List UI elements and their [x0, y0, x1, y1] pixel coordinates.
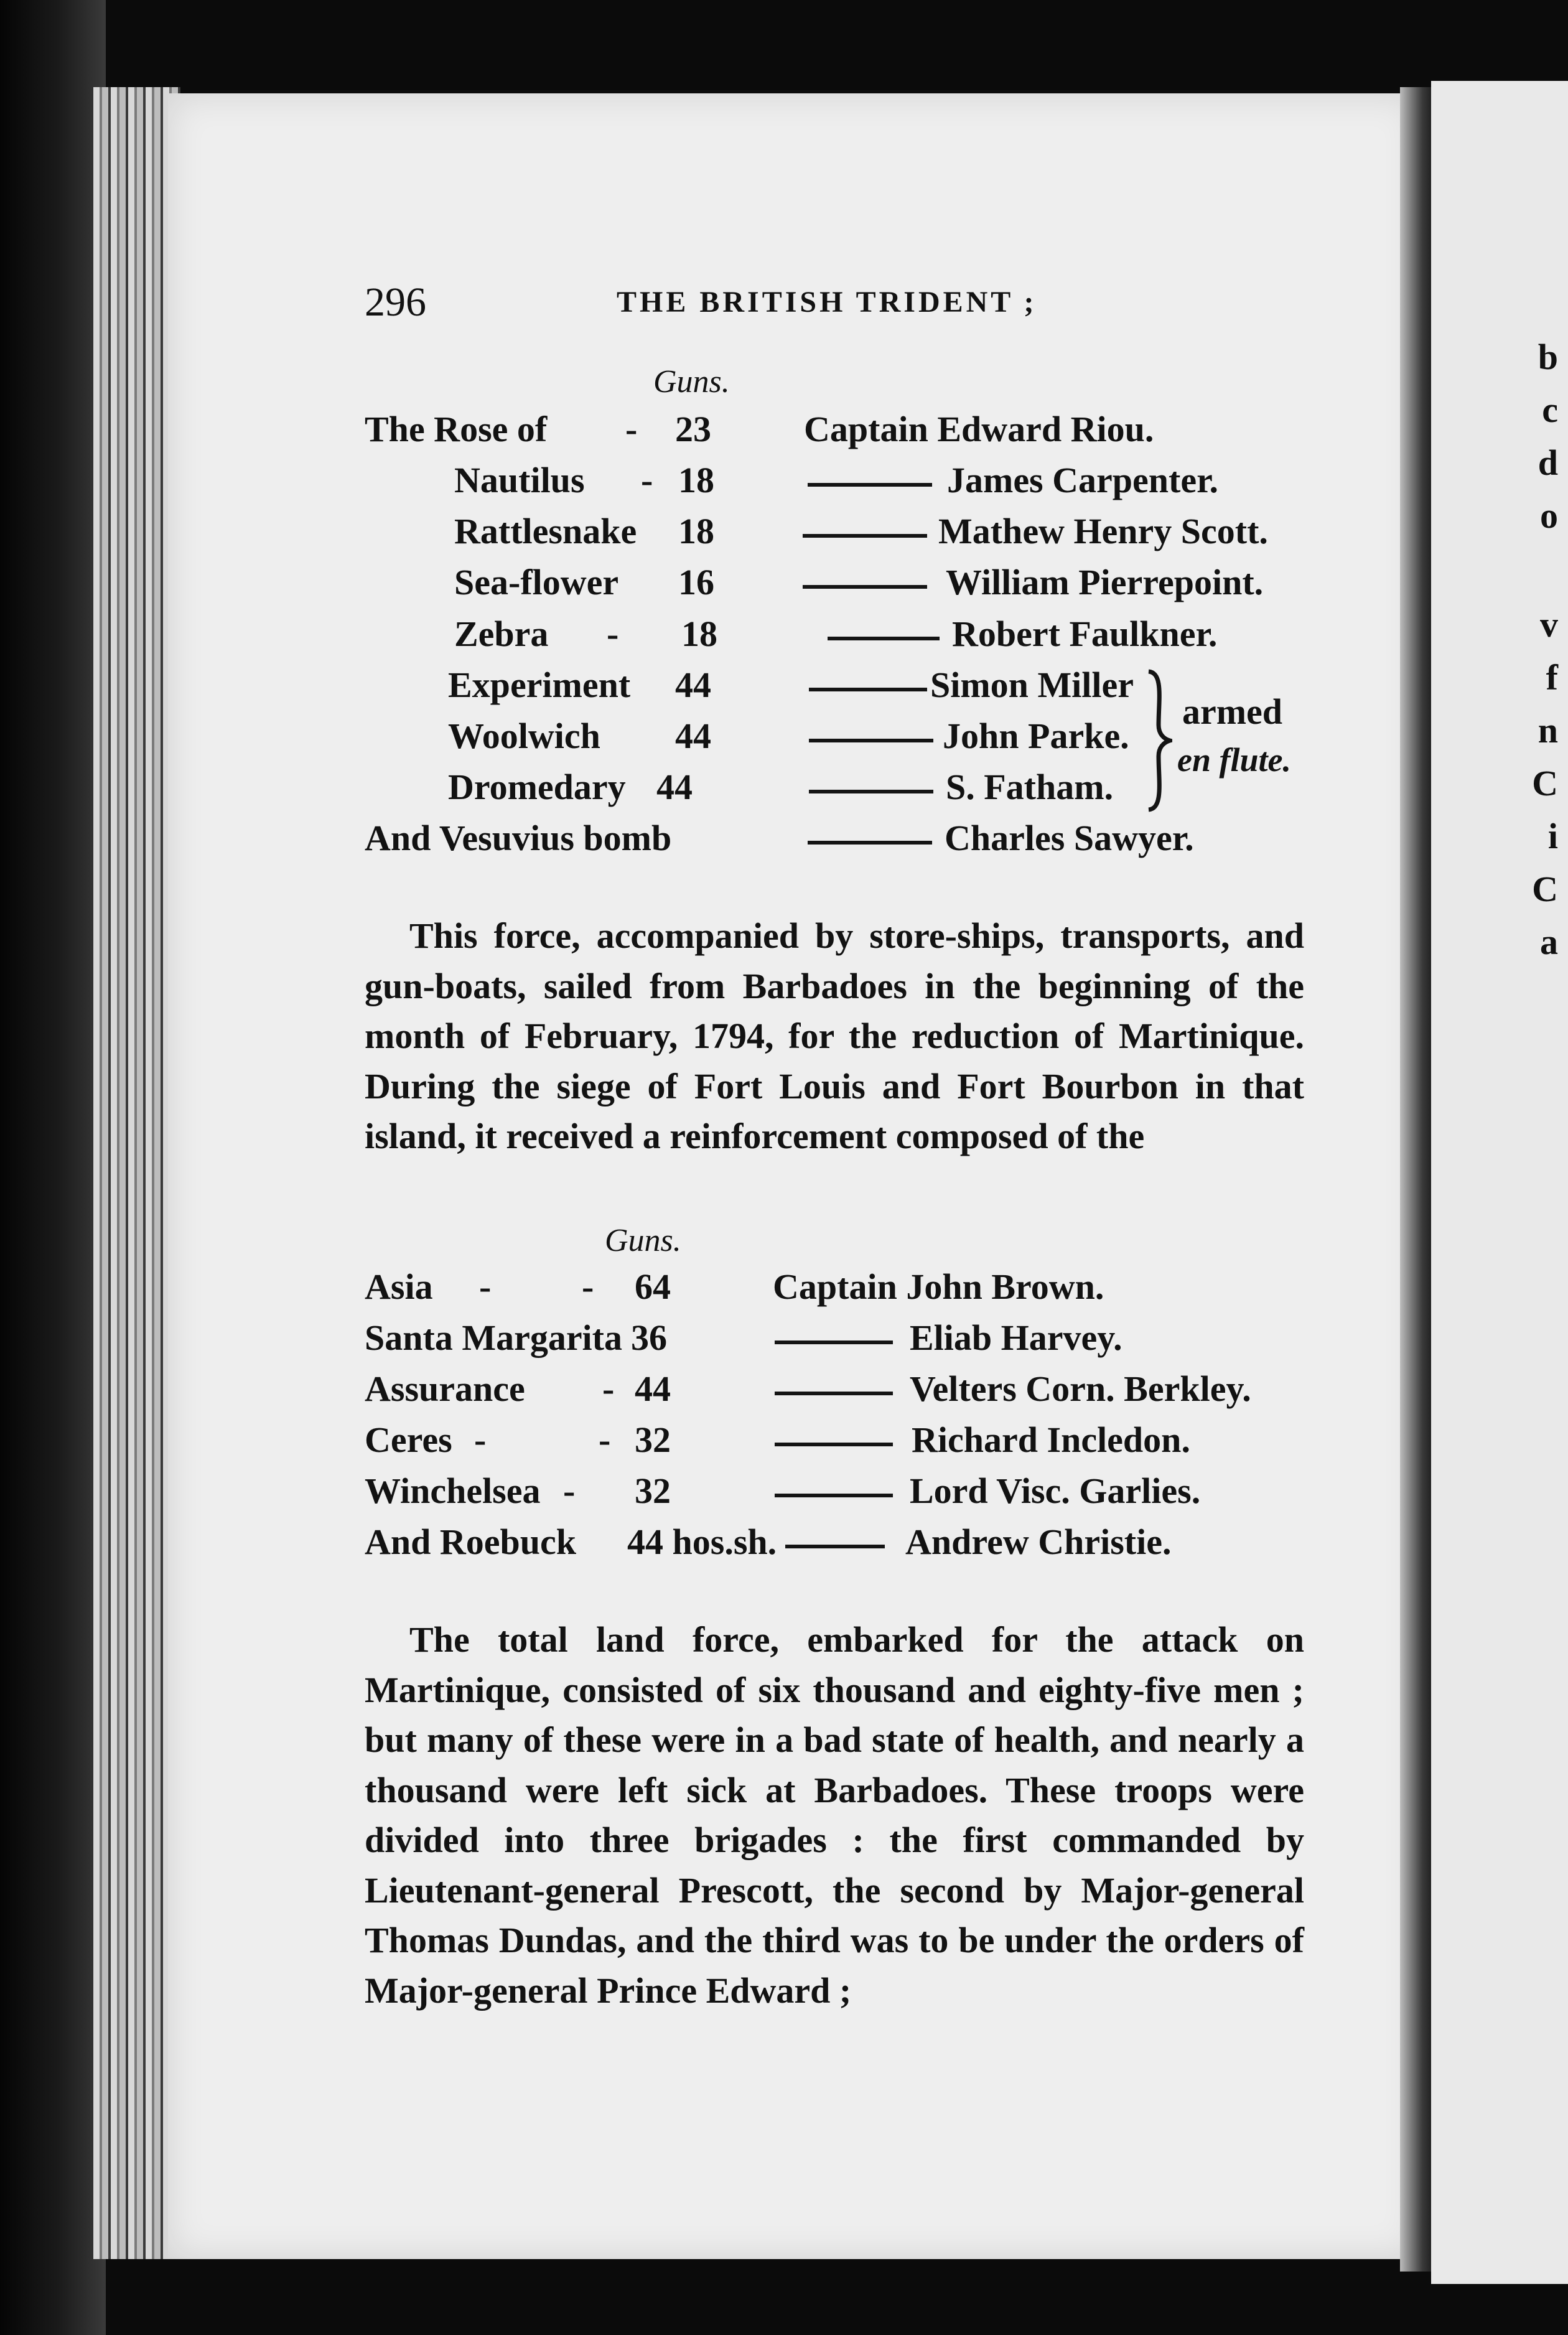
ditto-dash [785, 1545, 885, 1548]
next-page-letter: a [1540, 922, 1558, 962]
ditto-dash [803, 534, 927, 538]
ship-row [0, 1317, 1244, 1367]
guns-column-header: Guns. [605, 1223, 681, 1258]
ditto-dash [775, 1443, 893, 1446]
body-paragraph: The total land force, embarked for the attack on Martinique, consisted of six thousand and eighty-five men ; but many of these were in a bad state of health, and nearly a thousand were left sick at Barbadoes. These troops were divided into three brigades : the first commanded by Lieutenant-general Prescott, the second by Major-general Thomas Dundas, and the third was to be under the orders of Major-general Prince Edward ; [365, 1619, 1304, 2011]
next-page-letter: b [1538, 337, 1558, 377]
captain-name: S. Fatham. [946, 767, 1114, 807]
captain-name: Eliab Harvey. [910, 1317, 1122, 1358]
captain-name: Simon Miller [930, 665, 1134, 705]
next-page-letter: C [1532, 869, 1558, 909]
captain-name: Captain Edward Riou. [804, 409, 1154, 449]
ditto-dash [808, 841, 932, 845]
guns-count: 44 hos.sh. [627, 1522, 777, 1562]
next-page-letter: v [1540, 604, 1558, 645]
brace-note-armed: armed [1182, 691, 1283, 732]
separator: - [625, 409, 638, 449]
ditto-dash [808, 483, 932, 487]
separator: - [563, 1471, 576, 1511]
separator: - [582, 1266, 594, 1307]
ship-row [0, 1470, 1244, 1520]
ship-name: And Vesuvius bomb [365, 818, 672, 858]
captain-name: Charles Sawyer. [945, 818, 1194, 858]
body-paragraph: This force, accompanied by store-ships, transports, and gun-boats, sailed from Barbadoes in the beginning of the month of February, 1794, for the reduction of Martinique. During the siege of Fort Louis and Fort Bourbon in that island, it received a reinforcement composed of the [365, 915, 1304, 1156]
ship-name: And Roebuck [365, 1522, 577, 1562]
captain-name: Robert Faulkner. [952, 614, 1218, 654]
ship-name: Nautilus [454, 460, 585, 500]
ship-row [0, 1266, 1244, 1316]
captain-name: Andrew Christie. [905, 1522, 1172, 1562]
ship-row [0, 715, 1244, 765]
guns-count: 18 [678, 460, 714, 500]
guns-count: 64 [635, 1266, 671, 1307]
ditto-dash [809, 790, 933, 793]
ship-row [0, 510, 1268, 560]
running-head: THE BRITISH TRIDENT ; [617, 286, 1037, 319]
separator: - [479, 1266, 492, 1307]
ship-name: Winchelsea [365, 1471, 541, 1511]
ship-row [0, 1368, 1251, 1418]
separator: - [641, 460, 653, 500]
ditto-dash [775, 1392, 893, 1395]
guns-count: 23 [675, 409, 711, 449]
guns-count: 36 [631, 1317, 667, 1358]
ship-name: Sea-flower [454, 562, 619, 602]
guns-count: 32 [635, 1471, 671, 1511]
guns-count: 44 [656, 767, 693, 807]
ship-row [0, 664, 1244, 714]
captain-name: Velters Corn. Berkley. [910, 1369, 1251, 1409]
captain-name: William Pierrepoint. [946, 562, 1264, 602]
ship-row [0, 408, 1244, 458]
book-spine [0, 0, 106, 2335]
captain-name: Mathew Henry Scott. [938, 511, 1268, 551]
ship-name: Asia [365, 1266, 433, 1307]
next-page-letter: C [1532, 763, 1558, 803]
ship-row [0, 459, 1244, 509]
ship-name: The Rose of [365, 409, 548, 449]
guns-count: 16 [678, 562, 714, 602]
next-page-edge [1431, 81, 1568, 2284]
captain-name: Captain John Brown. [773, 1266, 1104, 1307]
separator: - [599, 1420, 611, 1460]
brace-note-en-flute: en flute. [1177, 741, 1291, 779]
next-page-letter: f [1546, 657, 1558, 698]
ship-name: Rattlesnake [454, 511, 637, 551]
page-header [365, 279, 1310, 329]
guns-count: 44 [675, 665, 711, 705]
captain-name: Lord Visc. Garlies. [910, 1471, 1201, 1511]
ship-row [0, 613, 1244, 663]
next-page-letter: c [1542, 390, 1558, 430]
ship-row [0, 561, 1264, 611]
ship-row [0, 1521, 1244, 1571]
captain-name: James Carpenter. [947, 460, 1218, 500]
ship-row [0, 1419, 1244, 1469]
next-page-letter: n [1538, 710, 1558, 751]
curly-brace [1145, 669, 1172, 812]
ditto-dash [809, 739, 933, 742]
ship-row [0, 817, 1244, 867]
ship-name: Woolwich [448, 716, 600, 756]
ditto-dash [775, 1494, 893, 1497]
ship-name: Experiment [448, 665, 631, 705]
ditto-dash [828, 637, 940, 640]
page-number: 296 [365, 279, 426, 325]
guns-count: 18 [678, 511, 714, 551]
guns-count: 44 [675, 716, 711, 756]
ship-name: Santa Margarita [365, 1317, 622, 1358]
next-page-letter: o [1540, 495, 1558, 536]
ditto-dash [775, 1341, 893, 1344]
captain-name: Richard Incledon. [912, 1420, 1190, 1460]
ship-name: Assurance [365, 1369, 525, 1409]
captain-name: John Parke. [943, 716, 1129, 756]
separator: - [474, 1420, 487, 1460]
next-page-letter: i [1547, 816, 1558, 856]
separator: - [607, 614, 619, 654]
ditto-dash [809, 688, 927, 691]
guns-count: 32 [635, 1420, 671, 1460]
ship-row [0, 766, 1244, 816]
separator: - [602, 1369, 615, 1409]
ship-name: Ceres [365, 1420, 452, 1460]
ship-name: Zebra [454, 614, 549, 654]
guns-count: 44 [635, 1369, 671, 1409]
next-page-letter: d [1538, 442, 1558, 483]
ditto-dash [803, 585, 927, 589]
guns-count: 18 [681, 614, 717, 654]
ship-name: Dromedary [448, 767, 626, 807]
guns-column-header: Guns. [653, 364, 730, 400]
